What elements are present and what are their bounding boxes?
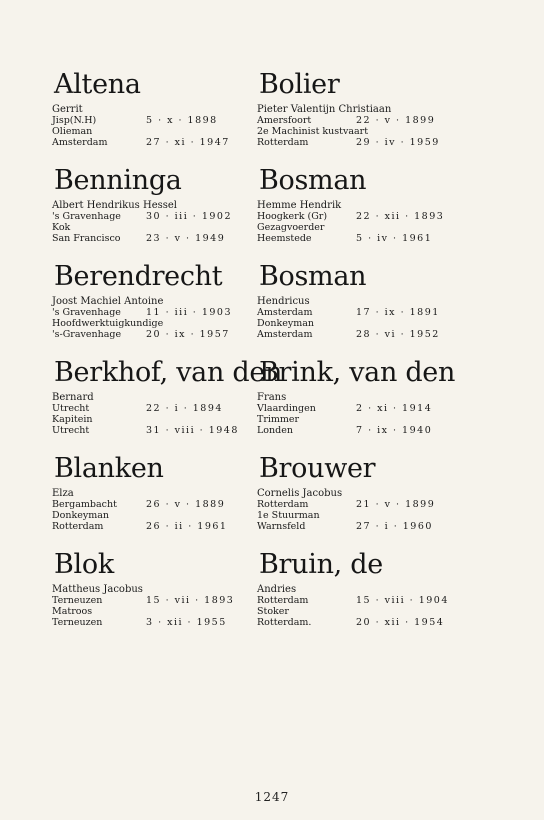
- birth-date: 21 · v · 1899: [356, 499, 436, 510]
- death-line: [52, 617, 257, 628]
- death-line: [52, 137, 257, 148]
- occupation: Trimmer: [257, 414, 300, 425]
- birth-place: Rotterdam: [257, 499, 309, 510]
- birth-place: Jisp(N.H): [52, 115, 97, 126]
- occupation: Gezagvoerder: [257, 222, 325, 233]
- birth-place: Vlaardingen: [257, 403, 316, 414]
- birth-line: [52, 115, 257, 126]
- surname: Bolier: [259, 69, 340, 100]
- death-date: 27 · xi · 1947: [146, 137, 230, 148]
- birth-place: Amsterdam: [257, 307, 313, 318]
- death-date: 31 · viii · 1948: [146, 425, 239, 436]
- right-column: [257, 70, 462, 628]
- death-line: [257, 617, 462, 628]
- occupation-line: [257, 606, 462, 617]
- occupation-line: [257, 126, 462, 137]
- death-place: Heemstede: [257, 233, 312, 244]
- occupation-line: [52, 510, 257, 521]
- death-place: Terneuzen: [52, 617, 103, 628]
- first-name: Hendricus: [257, 296, 310, 307]
- entry-berendrecht: [52, 262, 257, 340]
- birth-date: 2 · xi · 1914: [356, 403, 433, 414]
- death-place: San Francisco: [52, 233, 121, 244]
- occupation-line: [257, 510, 462, 521]
- death-place: Utrecht: [52, 425, 90, 436]
- entry-bolier: [257, 70, 462, 148]
- death-line: [257, 425, 462, 436]
- first-name: Cornelis Jacobus: [257, 488, 343, 499]
- surname: Bruin, de: [259, 549, 383, 580]
- birth-line: [52, 595, 257, 606]
- first-name: Andries: [257, 584, 297, 595]
- birth-date: 22 · xii · 1893: [356, 211, 445, 222]
- birth-place: Terneuzen: [52, 595, 103, 606]
- birth-place: Rotterdam: [257, 595, 309, 606]
- death-line: [52, 329, 257, 340]
- birth-date: 17 · ix · 1891: [356, 307, 440, 318]
- birth-line: [52, 403, 257, 414]
- death-place: Amsterdam: [257, 329, 313, 340]
- birth-place: Amersfoort: [257, 115, 312, 126]
- occupation: Donkeyman: [257, 318, 314, 329]
- entry-bosman-hendricus: [257, 262, 462, 340]
- occupation-line: [52, 606, 257, 617]
- birth-place: Hoogkerk (Gr): [257, 211, 328, 222]
- death-date: 20 · xii · 1954: [356, 617, 445, 628]
- death-place: Rotterdam.: [257, 617, 312, 628]
- death-place: Warnsfeld: [257, 521, 306, 532]
- entry-blok: [52, 550, 257, 628]
- occupation: Stoker: [257, 606, 289, 617]
- death-date: 27 · i · 1960: [356, 521, 433, 532]
- surname: Blanken: [54, 453, 164, 484]
- birth-line: [257, 499, 462, 510]
- death-place: Amsterdam: [52, 137, 108, 148]
- surname: Berkhof, van den: [54, 357, 283, 388]
- death-place: Londen: [257, 425, 293, 436]
- birth-line: [52, 211, 257, 222]
- occupation: Hoofdwerktuigkundige: [52, 318, 164, 329]
- occupation-line: [52, 222, 257, 233]
- birth-line: [52, 499, 257, 510]
- occupation-line: [257, 318, 462, 329]
- birth-date: 26 · v · 1889: [146, 499, 226, 510]
- occupation-line: [52, 414, 257, 425]
- death-date: 28 · vi · 1952: [356, 329, 440, 340]
- occupation: Kapitein: [52, 414, 93, 425]
- birth-place: Bergambacht: [52, 499, 117, 510]
- entry-benninga: [52, 166, 257, 244]
- entry-brouwer: [257, 454, 462, 532]
- entry-brink-van-den: [257, 358, 462, 436]
- birth-line: [257, 211, 462, 222]
- birth-place: Utrecht: [52, 403, 90, 414]
- birth-line: [257, 115, 462, 126]
- occupation-line: [257, 414, 462, 425]
- birth-place: 's Gravenhage: [52, 211, 121, 222]
- death-date: 26 · ii · 1961: [146, 521, 228, 532]
- death-date: 7 · ix · 1940: [356, 425, 433, 436]
- death-place: 's-Gravenhage: [52, 329, 122, 340]
- surname: Benninga: [54, 165, 182, 196]
- first-name: Bernard: [52, 392, 94, 403]
- first-name: Pieter Valentijn Christiaan: [257, 104, 392, 115]
- birth-date: 22 · i · 1894: [146, 403, 223, 414]
- occupation: Olieman: [52, 126, 93, 137]
- birth-date: 15 · viii · 1904: [356, 595, 449, 606]
- first-name: Elza: [52, 488, 74, 499]
- first-name: Gerrit: [52, 104, 83, 115]
- occupation-line: [52, 318, 257, 329]
- entry-altena: [52, 70, 257, 148]
- death-line: [257, 521, 462, 532]
- first-name: Hemme Hendrik: [257, 200, 342, 211]
- birth-date: 15 · vii · 1893: [146, 595, 235, 606]
- birth-date: 22 · v · 1899: [356, 115, 436, 126]
- birth-place: 's Gravenhage: [52, 307, 121, 318]
- surname: Brouwer: [259, 453, 376, 484]
- surname: Altena: [54, 69, 141, 100]
- occupation-line: [52, 126, 257, 137]
- death-date: 3 · xii · 1955: [146, 617, 227, 628]
- birth-line: [257, 403, 462, 414]
- death-date: 23 · v · 1949: [146, 233, 226, 244]
- surname: Bosman: [259, 165, 367, 196]
- entry-blanken: [52, 454, 257, 532]
- death-date: 20 · ix · 1957: [146, 329, 230, 340]
- death-date: 29 · iv · 1959: [356, 137, 440, 148]
- occupation: Kok: [52, 222, 71, 233]
- birth-line: [52, 307, 257, 318]
- entry-bosman-hemme: [257, 166, 462, 244]
- death-line: [52, 425, 257, 436]
- first-name: Albert Hendrikus Hessel: [52, 200, 178, 211]
- death-line: [52, 233, 257, 244]
- death-line: [257, 233, 462, 244]
- birth-date: 30 · iii · 1902: [146, 211, 232, 222]
- occupation: 2e Machinist kustvaart: [257, 126, 369, 137]
- birth-date: 11 · iii · 1903: [146, 307, 232, 318]
- page-number: 1247: [254, 790, 290, 804]
- death-line: [52, 521, 257, 532]
- occupation: 1e Stuurman: [257, 510, 320, 521]
- surname: Brink, van den: [259, 357, 456, 388]
- death-date: 5 · iv · 1961: [356, 233, 433, 244]
- occupation: Matroos: [52, 606, 93, 617]
- surname: Bosman: [259, 261, 367, 292]
- occupation: Donkeyman: [52, 510, 109, 521]
- first-name: Frans: [257, 392, 287, 403]
- birth-line: [257, 307, 462, 318]
- death-place: Rotterdam: [52, 521, 104, 532]
- death-line: [257, 137, 462, 148]
- birth-line: [257, 595, 462, 606]
- first-name: Mattheus Jacobus: [52, 584, 143, 595]
- death-place: Rotterdam: [257, 137, 309, 148]
- entry-bruin-de: [257, 550, 462, 628]
- surname: Berendrecht: [54, 261, 223, 292]
- birth-date: 5 · x · 1898: [146, 115, 218, 126]
- surname: Blok: [54, 549, 114, 580]
- occupation-line: [257, 222, 462, 233]
- first-name: Joost Machiel Antoine: [52, 296, 164, 307]
- death-line: [257, 329, 462, 340]
